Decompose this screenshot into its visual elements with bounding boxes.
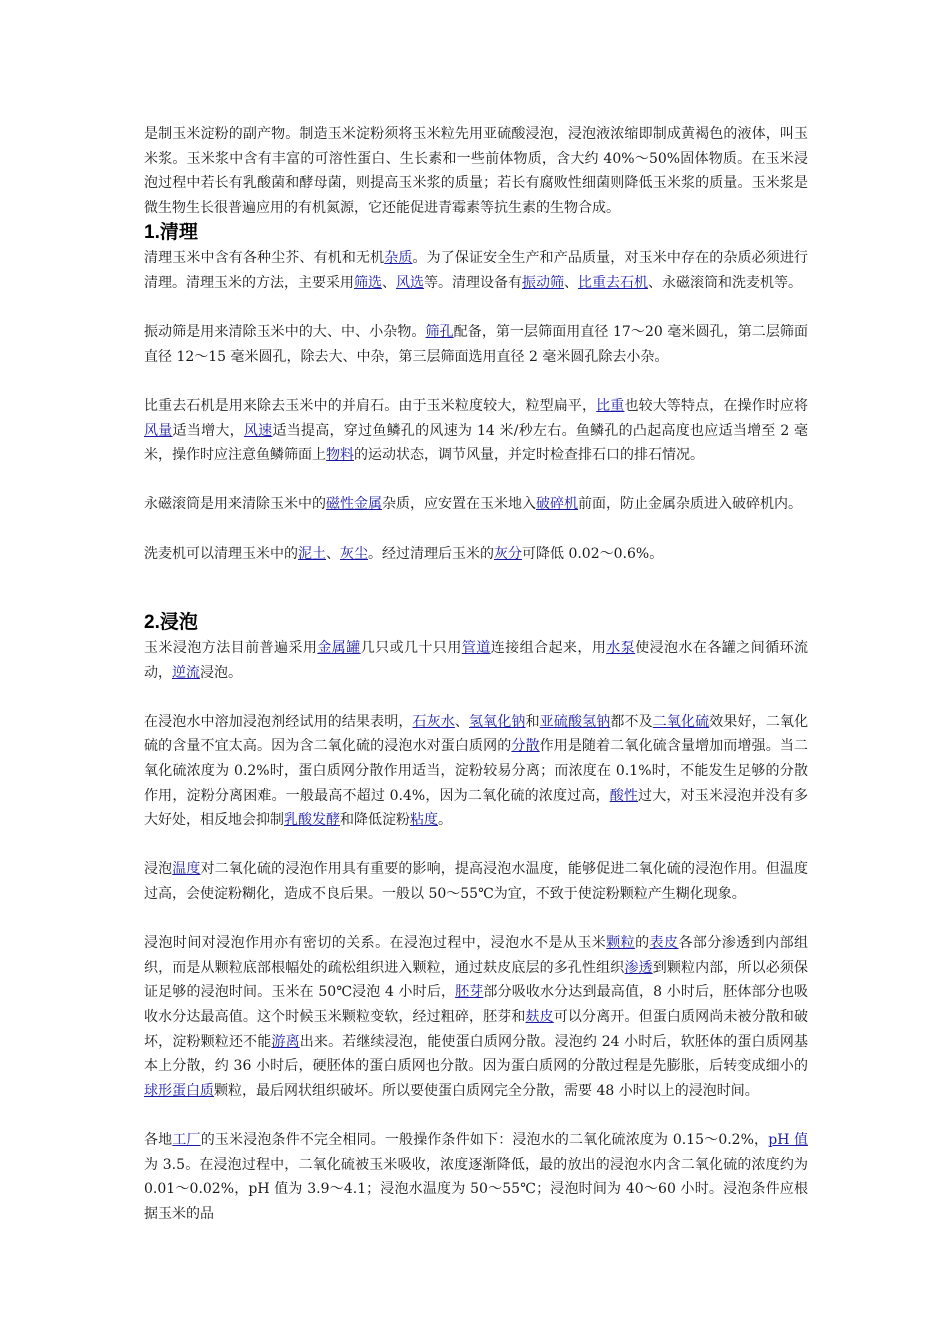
- text-run: 清理玉米中含有各种尘芥、有机和无机: [144, 250, 385, 267]
- term-link[interactable]: 氢氧化钠: [469, 713, 526, 730]
- term-link[interactable]: 石灰水: [412, 713, 455, 730]
- text-run: 出来。若继续浸泡，能使蛋白质网分散。浸泡约 24 小时后，软胚体的蛋白质网基本上分散，约 36 小时后，硬胚体的蛋白质网也分散。因为蛋白质网的分散过程是先膨胀，后转变成细小的: [144, 1033, 809, 1075]
- term-link[interactable]: 工厂: [172, 1131, 201, 1148]
- term-link[interactable]: 风速: [243, 422, 273, 439]
- term-link[interactable]: 灰尘: [340, 545, 368, 562]
- term-link[interactable]: 水泵: [606, 640, 636, 657]
- text-run: 配备，第一层筛面用直径 17～20 毫米圆孔，第二层筛面直径 12～15 毫米圆孔，除去大、中杂，第三层筛面选用直径 2 毫米圆孔除去小杂。: [144, 324, 809, 365]
- term-link[interactable]: 分散: [511, 738, 540, 755]
- text-run: 。: [438, 812, 452, 829]
- term-link[interactable]: 游离: [271, 1033, 300, 1050]
- paragraph: [144, 320, 808, 369]
- term-link[interactable]: 金属罐: [317, 640, 361, 657]
- paragraph: [144, 1128, 808, 1226]
- text-run: 浸泡。: [200, 664, 242, 681]
- term-link[interactable]: 杂质: [384, 250, 413, 267]
- text-run: 到颗粒内部，所以必须保证足够的浸泡时间。玉米在 50℃浸泡 4 小时后，: [144, 959, 809, 1001]
- text-run: 永磁滚筒是用来清除玉米中的: [144, 496, 326, 513]
- text-run: 和降低淀粉: [340, 812, 410, 829]
- text-run: 的玉米浸泡条件不完全相同。一般操作条件如下：浸泡水的二氧化硫浓度为 0.15～0.2%，: [200, 1131, 769, 1148]
- text-run: 振动筛是用来清除玉米中的大、中、小杂物。: [144, 324, 426, 341]
- term-link[interactable]: 粘度: [410, 812, 438, 829]
- text-run: 可降低 0.02～0.6%。: [522, 545, 664, 562]
- term-link[interactable]: 酸性: [609, 787, 639, 804]
- term-link[interactable]: 振动筛: [522, 274, 564, 291]
- section-heading-soaking: 2.浸泡: [144, 612, 198, 634]
- intro-section: [144, 122, 808, 220]
- term-link[interactable]: 颗粒: [606, 935, 636, 952]
- text-run: 部分吸收水分达到最高值，8 小时后，胚体部分也吸收水分达最高值。这个时候玉米颗粒变软，经过粗碎，胚芽和: [144, 984, 809, 1025]
- text-run: 可以分离开。但蛋白质网尚未被分散和破坏，淀粉颗粒还不能: [144, 1009, 809, 1050]
- text-run: 在浸泡水中溶加浸泡剂经试用的结果表明，: [144, 713, 413, 730]
- term-link[interactable]: 球形蛋白质: [144, 1082, 214, 1099]
- text-run: 洗麦机可以清理玉米中的: [144, 545, 298, 562]
- text-run: 适当增大，: [172, 422, 244, 439]
- term-link[interactable]: 管道: [461, 640, 491, 657]
- text-run: 都不及: [610, 713, 653, 730]
- text-run: 连接组合起来，用: [490, 640, 607, 657]
- text-run: 对二氧化硫的浸泡作用具有重要的影响，提高浸泡水温度，能够促进二氧化硫的浸泡作用。但温度过高，会使淀粉糊化，造成不良后果。一般以 50～55℃为宜，不致于使淀粉颗粒产生糊化现象。: [144, 861, 809, 903]
- text-run: 、永磁滚筒和洗麦机等。: [648, 274, 802, 291]
- text-run: 也较大等特点，在操作时应将: [624, 397, 809, 414]
- text-run: 是制玉米淀粉的副产物。制造玉米淀粉须将玉米粒先用亚硫酸浸泡，浸泡液浓缩即制成黄褐色的液体，叫玉米浆。玉米浆中含有丰富的可溶性蛋白、生长素和一些前体物质，含大约 40%～50%固体物质。在玉米浸泡过程中若长有乳酸菌和酵母菌，则提高玉米浆的质量；若长有腐败性细菌则降低玉米浆的质量。玉米浆是微生物生长很普遍应用的有机氮源，它还能促进青霉素等抗生素的生物合成。: [144, 126, 808, 216]
- term-link[interactable]: 比重去石机: [578, 274, 648, 291]
- text-run: 各地: [144, 1131, 173, 1148]
- text-run: 。经过清理后玉米的: [368, 545, 494, 562]
- term-link[interactable]: 渗透: [624, 959, 653, 976]
- text-run: 各部分渗透到内部组织，而是从颗粒底部根幅处的疏松组织进入颗粒，通过麸皮底层的多孔性组织: [144, 935, 809, 976]
- term-link[interactable]: 磁性金属: [326, 496, 382, 513]
- term-link[interactable]: 破碎机: [536, 496, 578, 513]
- text-run: 杂质，应安置在玉米地入: [382, 496, 536, 513]
- text-run: 浸泡时间对浸泡作用亦有密切的关系。在浸泡过程中，浸泡水不是从玉米: [144, 935, 607, 952]
- term-link[interactable]: 温度: [172, 861, 201, 878]
- text-run: 、: [326, 545, 340, 562]
- text-run: 的: [635, 935, 650, 952]
- text-run: 比重去石机是用来除去玉米中的并肩石。由于玉米粒度较大，粒型扁平，: [144, 397, 597, 414]
- paragraph: [144, 636, 808, 685]
- section-cleaning: [144, 220, 808, 566]
- paragraph: [144, 710, 808, 833]
- paragraph: [144, 394, 808, 468]
- term-link[interactable]: 麸皮: [525, 1009, 554, 1025]
- text-run: 。为了保证安全生产和产品质量，对玉米中存在的杂质必须进行清理。清理玉米的方法，主要采用: [144, 250, 809, 291]
- text-run: 等。清理设备有: [424, 274, 522, 291]
- section-soaking: [144, 610, 808, 1226]
- term-link[interactable]: 胚芽: [455, 984, 484, 1001]
- term-link[interactable]: 筛选: [354, 274, 382, 291]
- term-link[interactable]: 比重: [596, 397, 625, 414]
- paragraph: [144, 931, 808, 1103]
- text-run: 、: [564, 274, 578, 291]
- text-run: 颗粒，最后网状组织破坏。所以要使蛋白质网完全分散，需要 48 小时以上的浸泡时间。: [214, 1082, 759, 1099]
- term-link[interactable]: 物料: [326, 447, 354, 464]
- text-run: 和: [525, 713, 540, 730]
- term-link[interactable]: 灰分: [494, 545, 522, 562]
- text-run: 效果好，二氧化硫的含量不宜太高。因为含二氧化硫的浸泡水对蛋白质网的: [144, 713, 809, 755]
- text-run: 为 3.5。在浸泡过程中，二氧化硫被玉米吸收，浓度逐渐降低，最的放出的浸泡水内含二氧化硫的浓度约为 0.01～0.02%，pH 值为 3.9～4.1；浸泡水温度为 50～55℃；浸泡时间为 40～60 小时。浸泡条件应根据玉米的品: [144, 1156, 808, 1222]
- term-link[interactable]: 风量: [144, 422, 173, 439]
- text-run: 、: [382, 274, 396, 291]
- term-link[interactable]: 风选: [396, 274, 424, 291]
- paragraph: [144, 492, 808, 517]
- term-link[interactable]: 泥土: [298, 545, 326, 562]
- text-run: 的运动状态，调节风量，并定时检查排石口的排石情况。: [354, 447, 704, 464]
- text-run: 几只或几十只用: [360, 640, 462, 657]
- term-link[interactable]: 乳酸发酵: [284, 812, 340, 829]
- text-run: 前面，防止金属杂质进入破碎机内。: [578, 496, 802, 513]
- term-link[interactable]: 筛孔: [425, 324, 454, 341]
- term-link[interactable]: pH 值: [768, 1131, 809, 1148]
- text-run: 作用是随着二氧化硫含量增加而增强。当二氧化硫浓度为 0.2%时，蛋白质网分散作用适当，淀粉较易分离；而浓度在 0.1%时，不能发生足够的分散作用，淀粉分离困难。一般最高不超过 0.4%，因为二氧化硫的浓度过高，: [144, 738, 809, 804]
- text-run: 玉米浸泡方法目前普遍采用: [144, 640, 318, 657]
- text-run: 浸泡: [144, 861, 173, 878]
- term-link[interactable]: 亚硫酸氢钠: [539, 713, 611, 730]
- paragraph: [144, 246, 808, 295]
- text-run: 过大，对玉米浸泡并没有多大好处，相反地会抑制: [144, 787, 808, 829]
- text-run: 、: [454, 713, 470, 730]
- term-link[interactable]: 表皮: [649, 935, 679, 952]
- section-heading-cleaning: 1.清理: [144, 222, 198, 244]
- paragraph: [144, 857, 808, 906]
- text-run: 使浸泡水在各罐之间循环流动，: [144, 640, 809, 681]
- term-link[interactable]: 二氧化硫: [652, 713, 710, 730]
- term-link[interactable]: 逆流: [172, 664, 200, 681]
- paragraph: [144, 542, 808, 567]
- paragraph: [144, 122, 808, 220]
- text-run: 适当提高，穿过鱼鳞孔的风速为 14 米/秒左右。鱼鳞孔的凸起高度也应适当增至 2 毫米，操作时应注意鱼鳞筛面上: [144, 422, 808, 464]
